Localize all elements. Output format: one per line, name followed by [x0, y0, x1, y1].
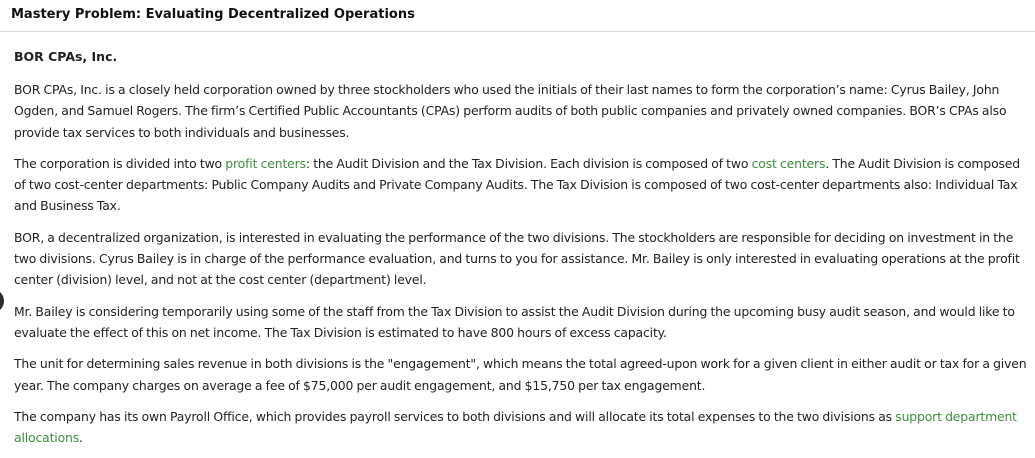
paragraph-divisions-text-b: : the Audit Division and the Tax Division. Each division is composed of two [305, 155, 752, 171]
paragraph-payroll [14, 406, 1030, 449]
page-title: Mastery Problem: Evaluating Decentralized Operations [11, 7, 415, 22]
title-divider [0, 31, 1035, 32]
support-department-allocations-link[interactable]: support department allocations [14, 408, 1017, 446]
company-heading: BOR CPAs, Inc. [14, 49, 118, 64]
paragraph-divisions-text-c: . The Audit Division is composed of two cost-center departments: Public Company Audits and Private Company Audits. The Tax Division is composed of two cost-center departments also: Individual Tax and Business Tax. [14, 155, 1020, 214]
problem-body [14, 79, 1030, 458]
edge-tab-marker [0, 289, 4, 313]
paragraph-revenue-unit: The unit for determining sales revenue in both divisions is the "engagement", which means the total agreed-upon work for a given client in either audit or tax for a given year. The company charges on average a fee of $75,000 per audit engagement, and $15,750 per tax engagement. [14, 356, 1027, 393]
profit-centers-link[interactable]: profit centers [225, 155, 306, 171]
paragraph-divisions-text-a: The corporation is divided into two [14, 155, 226, 171]
paragraph-payroll-text-a: The company has its own Payroll Office, which provides payroll services to both divisions and will allocate its total expenses to the two divisions as [14, 408, 896, 424]
cost-centers-link[interactable]: cost centers [751, 155, 826, 171]
paragraph-excess-capacity: Mr. Bailey is considering temporarily using some of the staff from the Tax Division to assist the Audit Division during the upcoming busy audit season, and would like to evaluate the effect of this on net income. The Tax Division is estimated to have 800 hours of excess capacity. [14, 303, 1015, 340]
paragraph-divisions [14, 153, 1030, 217]
paragraph-evaluation: BOR, a decentralized organization, is interested in evaluating the performance of the two divisions. The stockholders are responsible for deciding on investment in the two divisions. Cyrus Bailey is in charge of the performance evaluation, and turns to you for assistance. Mr. Bailey is only interested in evaluating operations at the profit center (division) level, and not at the cost center (department) level. [14, 229, 1020, 288]
paragraph-payroll-text-b: . [79, 430, 83, 446]
paragraph-ownership: BOR CPAs, Inc. is a closely held corporation owned by three stockholders who used the initials of their last names to form the corporation’s name: Cyrus Bailey, John Ogden, and Samuel Rogers. The firm’s Certified Public Accountants (CPAs) perform audits of both public companies and privately owned companies. BOR’s CPAs also provide tax services to both individuals and businesses. [14, 82, 1007, 140]
